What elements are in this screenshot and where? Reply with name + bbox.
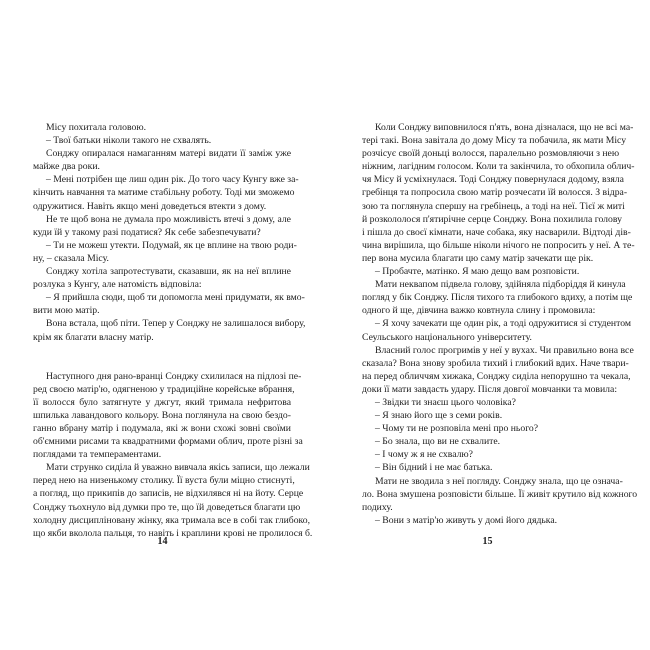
text-line: подиху. <box>362 501 393 513</box>
text-line: майже два роки. <box>33 161 100 173</box>
text-line: шпилька лавандового кольору. Вона поглянула на свою бездо- <box>33 409 291 421</box>
paragraph <box>33 213 291 239</box>
text-line: ред своєю матір'ю, одягненою у традиційне корейське вбрання, <box>33 383 295 395</box>
text-line: – Твої батьки ніколи такого не схвалять. <box>46 135 212 147</box>
text-line: одружитися. Навіть якщо мені доведеться втекти з дому. <box>33 200 267 212</box>
text-line: розчісує своїй доньці волосся, паралельно розмовляючи з нею <box>362 148 620 160</box>
text-line: – Я знаю його ще з семи років. <box>375 410 503 422</box>
text-line: Сонджу опиралася намаганням матері видати її заміж уже <box>46 148 291 160</box>
text-line: Мати не зводила з неї погляду. Сонджу знала, що це означа- <box>375 475 623 487</box>
dialogue-paragraph <box>362 317 631 343</box>
paragraph <box>33 121 291 134</box>
dialogue-paragraph <box>362 396 619 409</box>
text-line: що якби вколола пальця, то навіть і краплини крові не пролилося б. <box>33 527 313 539</box>
text-line: куди їй у такому разі податися? Як себе забезпечувати? <box>33 226 261 238</box>
text-line: ніжним, лагідним голосом. Коли та закінчила, то обхопила облич- <box>362 161 635 173</box>
text-line: – Чому ти не розповіла мені про нього? <box>375 423 539 435</box>
text-line: – Мені потрібен ще лиш один рік. До того часу Кунгу вже за- <box>46 174 299 186</box>
paragraph <box>362 278 633 317</box>
text-line: її волосся було затягнуте у джгут, який тримала нефритова <box>33 396 291 408</box>
text-line: на перед обличчям хижака, Сонджу сиділа непорушно та чекала, <box>362 370 631 382</box>
text-line: і пішла до своєї кімнати, наче собака, яку насварили. Відтоді дів- <box>362 226 631 238</box>
text-line: чя Місу й усміхнулася. Тоді Сонджу повернулася додому, взяла <box>362 174 624 186</box>
text-line: Наступного дня рано-вранці Сонджу схилилася на підлозі пе- <box>46 370 302 382</box>
text-line: Сонджу тьохнуло від думки про те, що їй доведеться благати цю <box>33 501 301 513</box>
text-line: – Звідки ти знаєш цього чоловіка? <box>375 396 516 408</box>
text-line: – Він бідний і не має батька. <box>375 462 493 474</box>
text-line: вити мою матір. <box>33 305 100 317</box>
text-line: розлука з Кунгу, але натомість відповіла: <box>33 279 202 291</box>
text-line: перед нею на низенькому столику. Її вуста були міцно стиснуті, <box>33 475 295 487</box>
text-line: холодну дисципліновану жінку, яка тримала все в собі так глибоко, <box>33 514 311 526</box>
paragraph <box>33 317 306 343</box>
text-line: – Я прийшла сюди, щоб ти допомогла мені придумати, як вмо- <box>46 292 305 304</box>
text-line: тері такі. Вона завітала до дому Місу та побачила, як мати Місу <box>362 135 627 147</box>
text-line: – Вони з матір'ю живуть у домі його дядька. <box>375 514 558 526</box>
left-page-text <box>33 121 313 540</box>
dialogue-paragraph <box>362 448 619 461</box>
text-line: об'ємними рисами та квадратними формами облич, проте різні за <box>33 436 303 448</box>
dialogue-paragraph <box>362 409 619 422</box>
dialogue-paragraph <box>33 173 299 212</box>
dialogue-paragraph <box>33 291 305 317</box>
dialogue-paragraph <box>33 134 291 147</box>
dialogue-paragraph <box>362 514 619 527</box>
text-line: поглядами та темпераментами. <box>33 449 162 461</box>
paragraph <box>33 370 303 462</box>
dialogue-paragraph <box>362 435 619 448</box>
text-line: Сонджу хотіла запротестувати, сказавши, як на неї вплине <box>46 266 291 278</box>
text-line: Місу похитала головою. <box>46 122 146 133</box>
text-line: доки її мати завдасть удару. Після довгої мовчанки та мовила: <box>362 383 618 395</box>
paragraph <box>33 265 291 291</box>
paragraph <box>33 461 313 540</box>
right-page-text <box>362 121 638 527</box>
text-line: кінчить навчання та матиме стабільну роботу. Тоді ми зможемо <box>33 187 295 199</box>
text-line: – Ти не можеш утекти. Подумай, як це вплине на твою роди- <box>46 239 297 251</box>
page-number: 14 <box>157 536 168 547</box>
dialogue-paragraph <box>33 239 297 265</box>
text-line: Мати неквапом підвела голову, здійняла підборіддя й кинула <box>375 279 626 291</box>
text-line: Власний голос прогримів у неї у вухах. Чи правильно вона все <box>375 344 634 356</box>
text-line: й розкололося п'ятирічне серце Сонджу. Вона похилила голову <box>362 213 622 225</box>
text-line: ну, – сказала Місу. <box>33 252 109 264</box>
paragraph <box>362 475 638 514</box>
paragraph <box>362 344 634 396</box>
text-line: сказала? Вона знову зробила тихий і глибокий вдих. Наче твари- <box>362 357 629 369</box>
section-break <box>33 344 291 370</box>
dialogue-paragraph <box>362 422 619 435</box>
text-line: крім як благати власну матір. <box>33 331 154 343</box>
paragraph <box>362 121 635 265</box>
text-line: – Я хочу зачекати ще один рік, а тоді одружитися зі студентом <box>375 318 631 330</box>
text-line: – І чому ж я не схвалю? <box>375 449 473 461</box>
paragraph <box>33 147 291 173</box>
text-line: ло. Вона змушена розповісти більше. Її живіт крутило від кожного <box>362 488 638 500</box>
text-line: Коли Сонджу виповнилося п'ять, вона дізналася, що не всі ма- <box>375 122 634 133</box>
text-line: пер вона мусила благати цю саму матір зачекати ще рік. <box>362 252 594 264</box>
text-line: а погляд, що прикипів до записів, не відхилявся ні на йоту. Серце <box>33 488 304 500</box>
page-number: 15 <box>482 536 493 547</box>
dialogue-paragraph <box>362 265 619 278</box>
text-line: – Пробачте, матінко. Я маю дещо вам розповісти. <box>375 266 580 278</box>
text-line: гребінця та попросила свою матір розчесати їй волосся. З відра- <box>362 187 628 199</box>
text-line: Сеульського національного університету. <box>362 331 532 343</box>
text-line: чина вирішила, що більше ніколи нічого не попросить у неї. А те- <box>362 239 635 251</box>
text-line: ганно вбрану матір і подумала, які ж вони схожі зовні своїми <box>33 422 291 434</box>
text-line: погляд у бік Сонджу. Після тихого та глибокого вдиху, а потім ще <box>362 292 633 304</box>
text-line: Мати струнко сиділа й уважно вивчала якісь записи, що лежали <box>46 462 310 474</box>
text-line: Вона встала, щоб піти. Тепер у Сонджу не залишалося вибору, <box>46 318 306 330</box>
text-line: Не те щоб вона не думала про можливість втечі з дому, але <box>46 213 291 225</box>
right-page <box>325 0 650 650</box>
dialogue-paragraph <box>362 461 619 474</box>
text-line: – Бо знала, що ви не схвалите. <box>375 436 501 448</box>
text-line: зою та поглянула спершу на гребінець, а тоді на неї. Тієї ж миті <box>362 200 625 212</box>
text-line: одного й ще, дівчина важко ковтнула слину і промовила: <box>362 305 596 317</box>
